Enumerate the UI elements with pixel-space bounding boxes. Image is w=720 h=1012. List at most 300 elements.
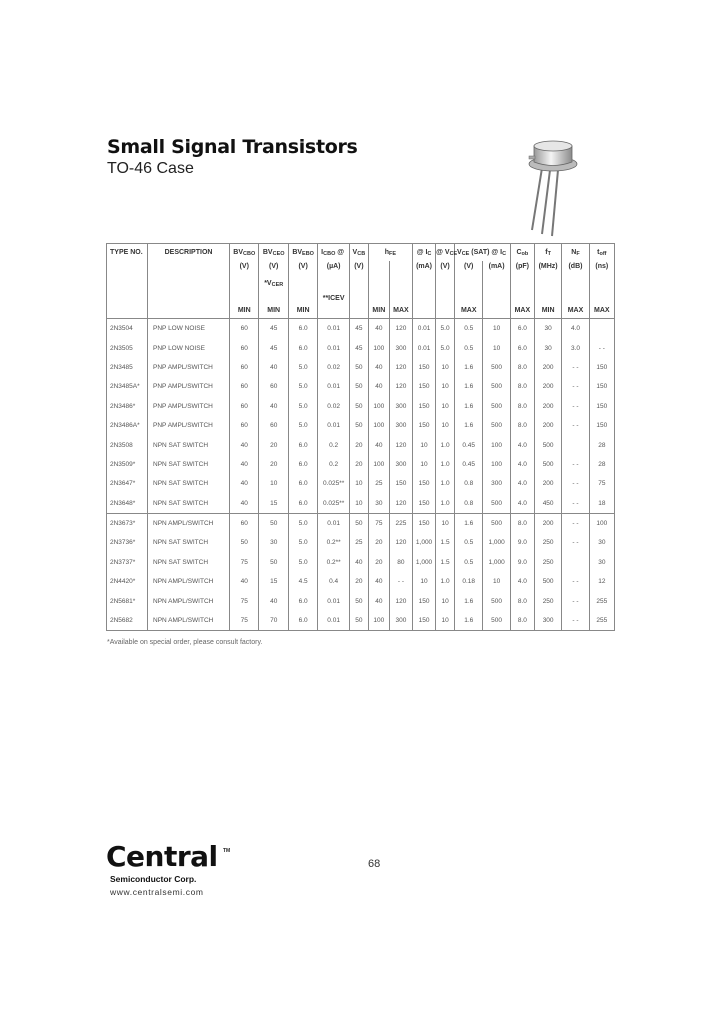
- cell-nf: 3.0: [562, 338, 589, 357]
- cell-cob: 6.0: [510, 319, 534, 339]
- cell-bvcbo: 60: [230, 513, 259, 533]
- cell-ic2: 500: [483, 377, 510, 396]
- cell-bvebo: 5.0: [288, 358, 317, 377]
- cell-bvceo: 30: [259, 533, 288, 552]
- cell-description: NPN SAT SWITCH: [148, 474, 230, 493]
- limit-nf: MAX: [562, 302, 589, 319]
- cell-icbo: 0.01: [318, 591, 350, 610]
- cell-hfe-max: 300: [389, 611, 412, 631]
- cell-bvebo: 6.0: [288, 611, 317, 631]
- cell-toff: 100: [589, 513, 614, 533]
- cell-toff: - -: [589, 338, 614, 357]
- cell-bvcbo: 75: [230, 591, 259, 610]
- cell-vcb: 50: [349, 397, 368, 416]
- cell-ft: 500: [534, 572, 561, 591]
- unit-ft: (MHz): [534, 261, 561, 280]
- limit-hfe-min: MIN: [368, 302, 389, 319]
- cell-ic2: 10: [483, 572, 510, 591]
- unit-ic2: (mA): [483, 261, 510, 280]
- page-title: Small Signal Transistors: [107, 136, 358, 158]
- cell-bvceo: 10: [259, 474, 288, 493]
- unit-toff: (ns): [589, 261, 614, 280]
- cell-type-no: 2N3647*: [107, 474, 148, 493]
- cell-ic1: 150: [412, 416, 435, 435]
- cell-vce1: 1.5: [436, 533, 455, 552]
- table-row: [107, 455, 615, 474]
- cell-vcb: 45: [349, 338, 368, 357]
- cell-icbo: 0.2: [318, 435, 350, 454]
- cell-nf: - -: [562, 611, 589, 631]
- cell-bvebo: 5.0: [288, 513, 317, 533]
- cell-bvebo: 6.0: [288, 435, 317, 454]
- table-row: [107, 416, 615, 435]
- cell-bvcbo: 60: [230, 397, 259, 416]
- cell-vce1: 10: [436, 611, 455, 631]
- cell-nf: - -: [562, 397, 589, 416]
- cell-vcb: 10: [349, 474, 368, 493]
- cell-cob: 8.0: [510, 416, 534, 435]
- page-number: 68: [368, 858, 381, 870]
- unit-nf: (dB): [562, 261, 589, 280]
- cell-ic2: 500: [483, 397, 510, 416]
- cell-bvceo: 45: [259, 338, 288, 357]
- cell-vcb: 20: [349, 455, 368, 474]
- cell-hfe-min: 40: [368, 377, 389, 396]
- cell-ft: 200: [534, 377, 561, 396]
- cell-vcesat: 0.5: [455, 533, 483, 552]
- cell-hfe-min: 40: [368, 591, 389, 610]
- cell-hfe-min: 40: [368, 319, 389, 339]
- cell-vce1: 1.5: [436, 553, 455, 572]
- cell-type-no: 2N3486A*: [107, 416, 148, 435]
- cell-type-no: 2N3648*: [107, 494, 148, 514]
- cell-vcb: 10: [349, 494, 368, 514]
- cell-hfe-min: 100: [368, 338, 389, 357]
- cell-vce1: 10: [436, 591, 455, 610]
- cell-icbo: 0.025**: [318, 494, 350, 514]
- table-row: [107, 533, 615, 552]
- cell-bvceo: 40: [259, 358, 288, 377]
- cell-bvceo: 20: [259, 455, 288, 474]
- cell-hfe-min: 30: [368, 494, 389, 514]
- cell-hfe-max: 300: [389, 397, 412, 416]
- header-row-notes: [107, 280, 615, 302]
- cell-ft: 450: [534, 494, 561, 514]
- cell-type-no: 2N3485A*: [107, 377, 148, 396]
- cell-ic2: 300: [483, 474, 510, 493]
- cell-ft: 500: [534, 455, 561, 474]
- cell-hfe-max: 300: [389, 338, 412, 357]
- cell-vcesat: 0.5: [455, 319, 483, 339]
- cell-ic2: 100: [483, 455, 510, 474]
- table-row: [107, 591, 615, 610]
- header-bvebo: $BV_{EBO}$: [288, 244, 317, 262]
- cell-icbo: 0.01: [318, 611, 350, 631]
- cell-vcesat: 0.5: [455, 338, 483, 357]
- cell-ic2: 1,000: [483, 553, 510, 572]
- cell-icbo: 0.01: [318, 513, 350, 533]
- cell-ic1: 150: [412, 494, 435, 514]
- cell-bvebo: 4.5: [288, 572, 317, 591]
- cell-description: PNP AMPL/SWITCH: [148, 397, 230, 416]
- cell-nf: - -: [562, 533, 589, 552]
- cell-toff: 28: [589, 435, 614, 454]
- header-ft: $f_T$: [534, 244, 561, 262]
- cell-vce1: 10: [436, 358, 455, 377]
- cell-nf: 4.0: [562, 319, 589, 339]
- cell-vce1: 1.0: [436, 474, 455, 493]
- cell-vcesat: 0.5: [455, 553, 483, 572]
- header-bvcbo: $BV_{CBO}$: [230, 244, 259, 262]
- cell-nf: - -: [562, 572, 589, 591]
- cell-hfe-max: 120: [389, 435, 412, 454]
- cell-nf: - -: [562, 416, 589, 435]
- cell-ic1: 150: [412, 591, 435, 610]
- cell-hfe-min: 100: [368, 611, 389, 631]
- cell-bvceo: 15: [259, 494, 288, 514]
- header-bvceo: $BV_{CEO}$: [259, 244, 288, 262]
- cell-hfe-max: 120: [389, 358, 412, 377]
- cell-type-no: 2N3736*: [107, 533, 148, 552]
- cell-nf: - -: [562, 377, 589, 396]
- cell-toff: 150: [589, 358, 614, 377]
- cell-bvebo: 6.0: [288, 338, 317, 357]
- cell-type-no: 2N3504: [107, 319, 148, 339]
- cell-ft: 200: [534, 397, 561, 416]
- cell-hfe-max: 120: [389, 319, 412, 339]
- limit-ft: MIN: [534, 302, 561, 319]
- unit-ic1: (mA): [412, 261, 435, 280]
- cell-vce1: 1.0: [436, 455, 455, 474]
- cell-ft: 200: [534, 513, 561, 533]
- cell-bvceo: 40: [259, 591, 288, 610]
- cell-bvebo: 5.0: [288, 416, 317, 435]
- cell-bvcbo: 40: [230, 455, 259, 474]
- cell-bvcbo: 60: [230, 416, 259, 435]
- to46-transistor-icon: [520, 134, 592, 240]
- cell-icbo: 0.01: [318, 377, 350, 396]
- cell-vcesat: 0.45: [455, 435, 483, 454]
- cell-hfe-max: 80: [389, 553, 412, 572]
- cell-type-no: 2N3505: [107, 338, 148, 357]
- central-logo: Central: [106, 840, 218, 873]
- cell-description: NPN AMPL/SWITCH: [148, 611, 230, 631]
- limit-hfe-max: MAX: [389, 302, 412, 319]
- cell-bvebo: 6.0: [288, 474, 317, 493]
- header-description: DESCRIPTION: [148, 244, 230, 262]
- cell-vcb: 50: [349, 377, 368, 396]
- cell-ft: 250: [534, 533, 561, 552]
- cell-hfe-min: 75: [368, 513, 389, 533]
- cell-hfe-max: - -: [389, 572, 412, 591]
- cell-cob: 4.0: [510, 474, 534, 493]
- cell-type-no: 2N5681*: [107, 591, 148, 610]
- table-row: [107, 553, 615, 572]
- header-type-no: TYPE NO.: [107, 244, 148, 262]
- table-row: [107, 474, 615, 493]
- cell-ic2: 100: [483, 435, 510, 454]
- cell-vcb: 20: [349, 572, 368, 591]
- cell-cob: 8.0: [510, 397, 534, 416]
- cell-type-no: 2N5682: [107, 611, 148, 631]
- cell-description: NPN SAT SWITCH: [148, 435, 230, 454]
- cell-cob: 4.0: [510, 572, 534, 591]
- cell-vcesat: 1.6: [455, 358, 483, 377]
- cell-toff: 75: [589, 474, 614, 493]
- cell-ic1: 150: [412, 513, 435, 533]
- cell-bvebo: 6.0: [288, 455, 317, 474]
- table-row: [107, 358, 615, 377]
- header-row-units: [107, 261, 615, 280]
- cell-ic2: 1,000: [483, 533, 510, 552]
- cell-vcesat: 1.6: [455, 513, 483, 533]
- cell-ic1: 150: [412, 358, 435, 377]
- unit-icbo: (µA): [318, 261, 350, 280]
- limit-bvceo: MIN: [259, 302, 288, 319]
- cell-description: NPN AMPL/SWITCH: [148, 572, 230, 591]
- cell-description: NPN AMPL/SWITCH: [148, 591, 230, 610]
- cell-cob: 8.0: [510, 611, 534, 631]
- cell-vcb: 45: [349, 319, 368, 339]
- cell-nf: [562, 435, 589, 454]
- cell-hfe-min: 100: [368, 397, 389, 416]
- cell-ic1: 150: [412, 611, 435, 631]
- cell-ft: 500: [534, 435, 561, 454]
- cell-icbo: 0.2: [318, 455, 350, 474]
- cell-description: PNP LOW NOISE: [148, 338, 230, 357]
- unit-bvebo: (V): [288, 261, 317, 280]
- header-hfe: $h_{FE}$: [368, 244, 412, 262]
- cell-nf: - -: [562, 591, 589, 610]
- cell-vcesat: 1.6: [455, 591, 483, 610]
- cell-toff: [589, 319, 614, 339]
- cell-ic1: 10: [412, 572, 435, 591]
- cell-vcb: 50: [349, 591, 368, 610]
- cell-cob: 8.0: [510, 513, 534, 533]
- cell-vce1: 1.0: [436, 572, 455, 591]
- cell-ft: 300: [534, 611, 561, 631]
- cell-cob: 6.0: [510, 338, 534, 357]
- cell-hfe-min: 25: [368, 474, 389, 493]
- cell-vce1: 1.0: [436, 435, 455, 454]
- cell-bvcbo: 40: [230, 435, 259, 454]
- cell-type-no: 2N3737*: [107, 553, 148, 572]
- table-body: [107, 319, 615, 631]
- note-vcer: $*V_{CER}$: [259, 280, 288, 302]
- table-row: [107, 494, 615, 514]
- cell-ic1: 0.01: [412, 338, 435, 357]
- cell-cob: 4.0: [510, 455, 534, 474]
- cell-vcesat: 0.8: [455, 494, 483, 514]
- cell-description: NPN SAT SWITCH: [148, 494, 230, 514]
- cell-vce1: 5.0: [436, 338, 455, 357]
- cell-icbo: 0.01: [318, 319, 350, 339]
- cell-bvcbo: 75: [230, 553, 259, 572]
- header-vcesat: $V_{CE}$ (SAT) @ $I_C$: [455, 244, 511, 262]
- cell-ic2: 500: [483, 611, 510, 631]
- header-ic1: @ $I_C$: [412, 244, 435, 262]
- cell-nf: [562, 553, 589, 572]
- cell-vcb: 40: [349, 553, 368, 572]
- cell-bvebo: 6.0: [288, 494, 317, 514]
- cell-cob: 4.0: [510, 494, 534, 514]
- cell-bvceo: 20: [259, 435, 288, 454]
- header-vcb: $V_{CB}$: [349, 244, 368, 262]
- cell-toff: 18: [589, 494, 614, 514]
- cell-ic1: 1,000: [412, 553, 435, 572]
- cell-description: NPN AMPL/SWITCH: [148, 513, 230, 533]
- cell-hfe-min: 40: [368, 572, 389, 591]
- cell-icbo: 0.01: [318, 338, 350, 357]
- cell-vce1: 10: [436, 416, 455, 435]
- cell-type-no: 2N3673*: [107, 513, 148, 533]
- cell-cob: 8.0: [510, 358, 534, 377]
- cell-ic1: 10: [412, 455, 435, 474]
- cell-ic2: 10: [483, 319, 510, 339]
- cell-nf: - -: [562, 494, 589, 514]
- table-row: [107, 377, 615, 396]
- cell-bvceo: 15: [259, 572, 288, 591]
- cell-toff: 12: [589, 572, 614, 591]
- cell-description: NPN SAT SWITCH: [148, 455, 230, 474]
- cell-hfe-max: 120: [389, 494, 412, 514]
- cell-toff: 150: [589, 416, 614, 435]
- footnote: *Available on special order, please consult factory.: [107, 639, 263, 646]
- unit-cob: (pF): [510, 261, 534, 280]
- header-toff: $t_{off}$: [589, 244, 614, 262]
- table-row: [107, 397, 615, 416]
- cell-toff: 150: [589, 377, 614, 396]
- cell-description: NPN SAT SWITCH: [148, 553, 230, 572]
- cell-vcesat: 0.18: [455, 572, 483, 591]
- cell-vce1: 10: [436, 377, 455, 396]
- cell-vce1: 1.0: [436, 494, 455, 514]
- cell-bvcbo: 60: [230, 338, 259, 357]
- cell-hfe-max: 120: [389, 377, 412, 396]
- limit-toff: MAX: [589, 302, 614, 319]
- cell-bvebo: 6.0: [288, 319, 317, 339]
- cell-icbo: 0.2**: [318, 553, 350, 572]
- cell-ic1: 10: [412, 435, 435, 454]
- cell-bvebo: 5.0: [288, 553, 317, 572]
- cell-cob: 9.0: [510, 553, 534, 572]
- cell-vcesat: 0.8: [455, 474, 483, 493]
- cell-bvcbo: 50: [230, 533, 259, 552]
- cell-bvebo: 5.0: [288, 397, 317, 416]
- header-row-params: [107, 244, 615, 262]
- unit-vce1: (V): [436, 261, 455, 280]
- cell-hfe-max: 120: [389, 591, 412, 610]
- cell-ic2: 500: [483, 494, 510, 514]
- cell-ft: 250: [534, 553, 561, 572]
- limit-bvebo: MIN: [288, 302, 317, 319]
- cell-bvceo: 40: [259, 397, 288, 416]
- cell-bvcbo: 40: [230, 494, 259, 514]
- cell-cob: 9.0: [510, 533, 534, 552]
- cell-ft: 250: [534, 591, 561, 610]
- cell-bvcbo: 60: [230, 319, 259, 339]
- limit-vcesat: MAX: [455, 302, 483, 319]
- website-link[interactable]: www.centralsemi.com: [110, 887, 204, 897]
- table-row: [107, 572, 615, 591]
- header-vce1: @ $V_{CE}$: [436, 244, 455, 262]
- cell-vce1: 5.0: [436, 319, 455, 339]
- cell-ic1: 0.01: [412, 319, 435, 339]
- cell-bvceo: 50: [259, 513, 288, 533]
- cell-ft: 200: [534, 416, 561, 435]
- cell-vcb: 50: [349, 358, 368, 377]
- limit-cob: MAX: [510, 302, 534, 319]
- cell-icbo: 0.2**: [318, 533, 350, 552]
- cell-bvcbo: 40: [230, 474, 259, 493]
- cell-description: PNP AMPL/SWITCH: [148, 416, 230, 435]
- cell-bvceo: 50: [259, 553, 288, 572]
- cell-vcesat: 0.45: [455, 455, 483, 474]
- cell-toff: 30: [589, 553, 614, 572]
- unit-bvcbo: (V): [230, 261, 259, 280]
- cell-bvcbo: 60: [230, 358, 259, 377]
- cell-vcb: 20: [349, 435, 368, 454]
- header-cob: $C_{ob}$: [510, 244, 534, 262]
- header-icbo: $I_{CBO}$ @: [318, 244, 350, 262]
- cell-vcb: 25: [349, 533, 368, 552]
- cell-ft: 200: [534, 474, 561, 493]
- cell-ic1: 150: [412, 377, 435, 396]
- cell-bvceo: 70: [259, 611, 288, 631]
- cell-vcb: 50: [349, 513, 368, 533]
- cell-ic2: 500: [483, 416, 510, 435]
- cell-description: PNP LOW NOISE: [148, 319, 230, 339]
- cell-ic2: 500: [483, 358, 510, 377]
- cell-vcesat: 1.6: [455, 377, 483, 396]
- cell-type-no: 2N3486*: [107, 397, 148, 416]
- cell-vcb: 50: [349, 611, 368, 631]
- cell-hfe-max: 300: [389, 455, 412, 474]
- unit-vcesat: (V): [455, 261, 483, 280]
- cell-cob: 8.0: [510, 377, 534, 396]
- cell-toff: 28: [589, 455, 614, 474]
- cell-type-no: 2N4420*: [107, 572, 148, 591]
- cell-description: PNP AMPL/SWITCH: [148, 358, 230, 377]
- cell-nf: - -: [562, 513, 589, 533]
- cell-hfe-min: 20: [368, 533, 389, 552]
- cell-toff: 30: [589, 533, 614, 552]
- cell-ic1: 150: [412, 397, 435, 416]
- table-row: [107, 513, 615, 533]
- cell-cob: 8.0: [510, 591, 534, 610]
- cell-icbo: 0.02: [318, 397, 350, 416]
- cell-description: PNP AMPL/SWITCH: [148, 377, 230, 396]
- cell-icbo: 0.025**: [318, 474, 350, 493]
- cell-hfe-max: 120: [389, 533, 412, 552]
- cell-bvcbo: 40: [230, 572, 259, 591]
- cell-ft: 30: [534, 319, 561, 339]
- cell-ic1: 150: [412, 474, 435, 493]
- cell-vcesat: 1.6: [455, 611, 483, 631]
- unit-vcb: (V): [349, 261, 368, 280]
- cell-hfe-max: 225: [389, 513, 412, 533]
- cell-hfe-min: 100: [368, 416, 389, 435]
- cell-hfe-max: 150: [389, 474, 412, 493]
- cell-vcesat: 1.6: [455, 397, 483, 416]
- cell-hfe-max: 300: [389, 416, 412, 435]
- cell-icbo: 0.01: [318, 416, 350, 435]
- cell-nf: - -: [562, 455, 589, 474]
- transistor-spec-table: [106, 243, 615, 631]
- table-row: [107, 319, 615, 339]
- cell-type-no: 2N3508: [107, 435, 148, 454]
- cell-toff: 150: [589, 397, 614, 416]
